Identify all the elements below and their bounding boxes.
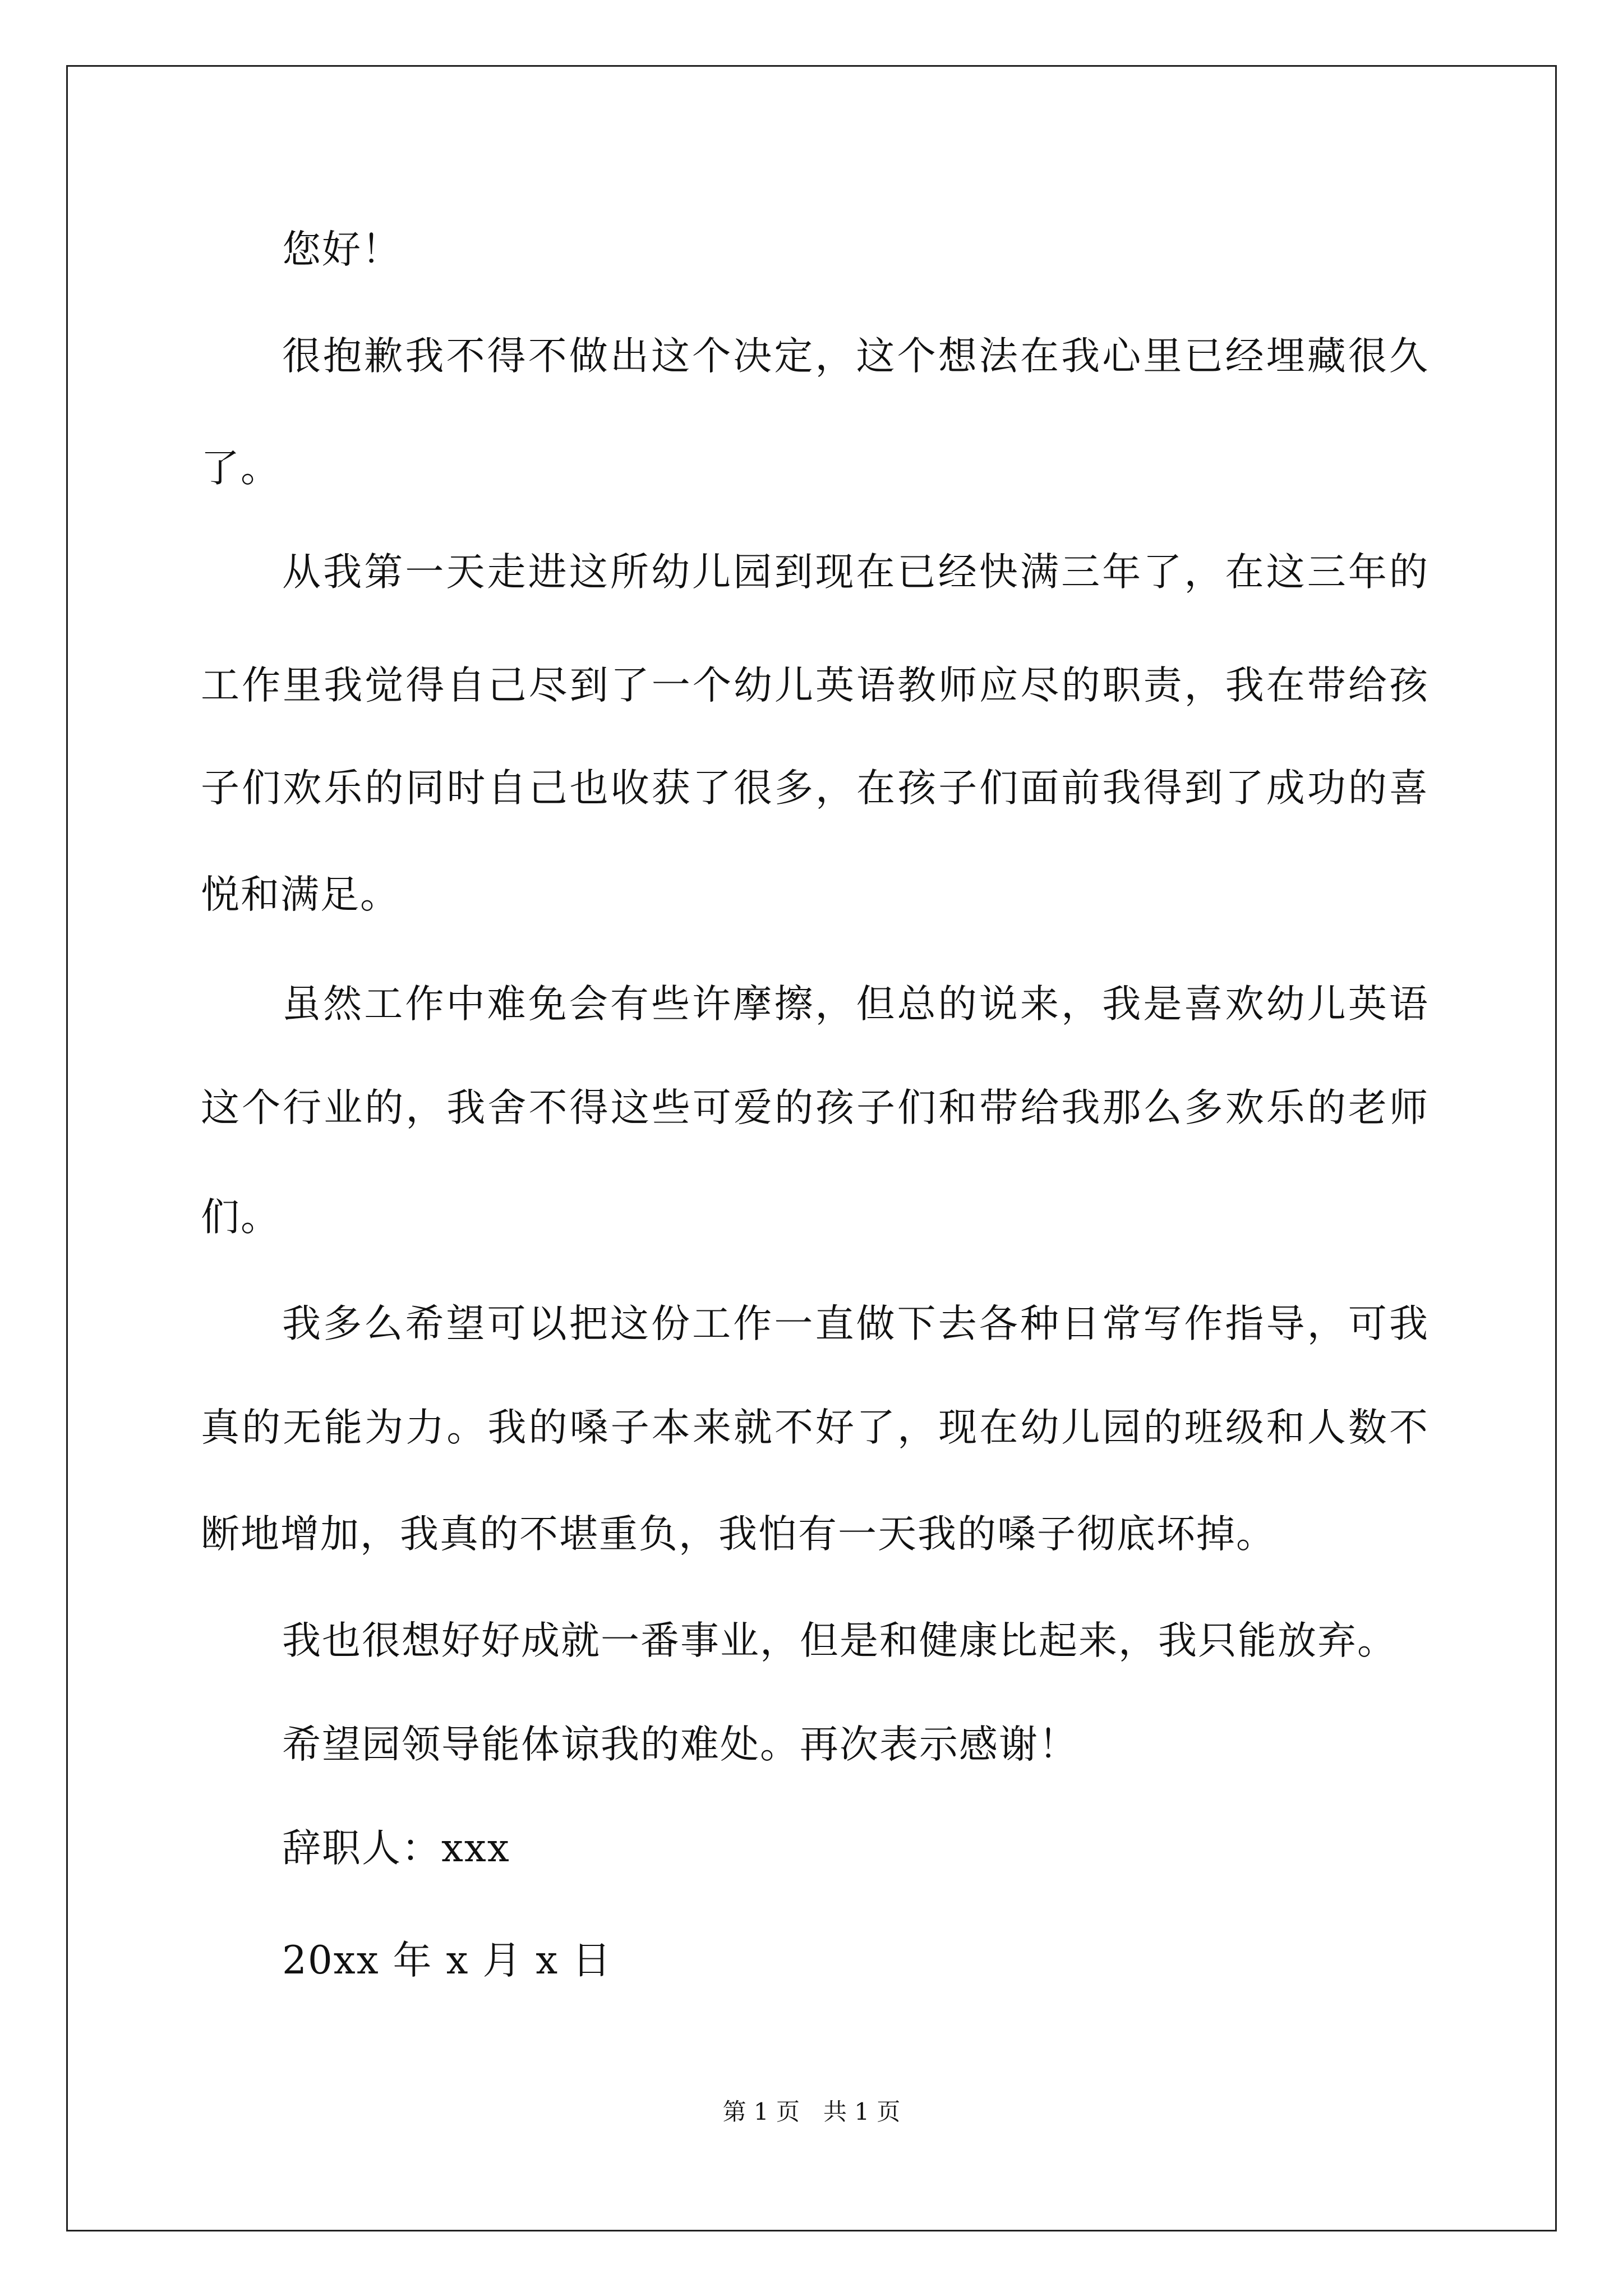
page-border [66,65,1557,2231]
greeting: 您好！ [282,227,402,272]
paragraph-6-line-1: 希望园领导能体谅我的难处。再次表示感谢！ [282,1722,1078,1767]
paragraph-4-line-2: 真的无能为力。我的嗓子本来就不好了，现在幼儿园的班级和人数不 [201,1405,1429,1450]
paragraph-2-line-2: 工作里我觉得自己尽到了一个幼儿英语教师应尽的职责，我在带给孩 [201,663,1429,708]
paragraph-4-line-3: 断地增加，我真的不堪重负，我怕有一天我的嗓子彻底坏掉。 [201,1512,1276,1557]
paragraph-2-line-1: 从我第一天走进这所幼儿园到现在已经快满三年了，在这三年的 [282,550,1429,595]
paragraph-1-line-1: 很抱歉我不得不做出这个决定，这个想法在我心里已经埋藏很久 [282,334,1429,379]
paragraph-5-line-1: 我也很想好好成就一番事业，但是和健康比起来，我只能放弃。 [282,1618,1397,1663]
paragraph-1-line-2: 了。 [201,446,280,491]
signature: 辞职人：xxx [282,1826,510,1871]
paragraph-4-line-1: 我多么希望可以把这份工作一直做下去各种日常写作指导，可我 [282,1301,1429,1346]
paragraph-2-line-4: 悦和满足。 [201,872,400,917]
page-footer: 第 1 页 共 1 页 [722,2098,901,2125]
paragraph-3-line-1: 虽然工作中难免会有些许摩擦，但总的说来，我是喜欢幼儿英语 [282,982,1429,1027]
paragraph-2-line-3: 子们欢乐的同时自己也收获了很多，在孩子们面前我得到了成功的喜 [201,766,1429,811]
paragraph-3-line-2: 这个行业的，我舍不得这些可爱的孩子们和带给我那么多欢乐的老师 [201,1085,1429,1130]
paragraph-3-line-3: 们。 [201,1195,280,1240]
date: 20xx 年 x 月 x 日 [282,1938,612,1983]
